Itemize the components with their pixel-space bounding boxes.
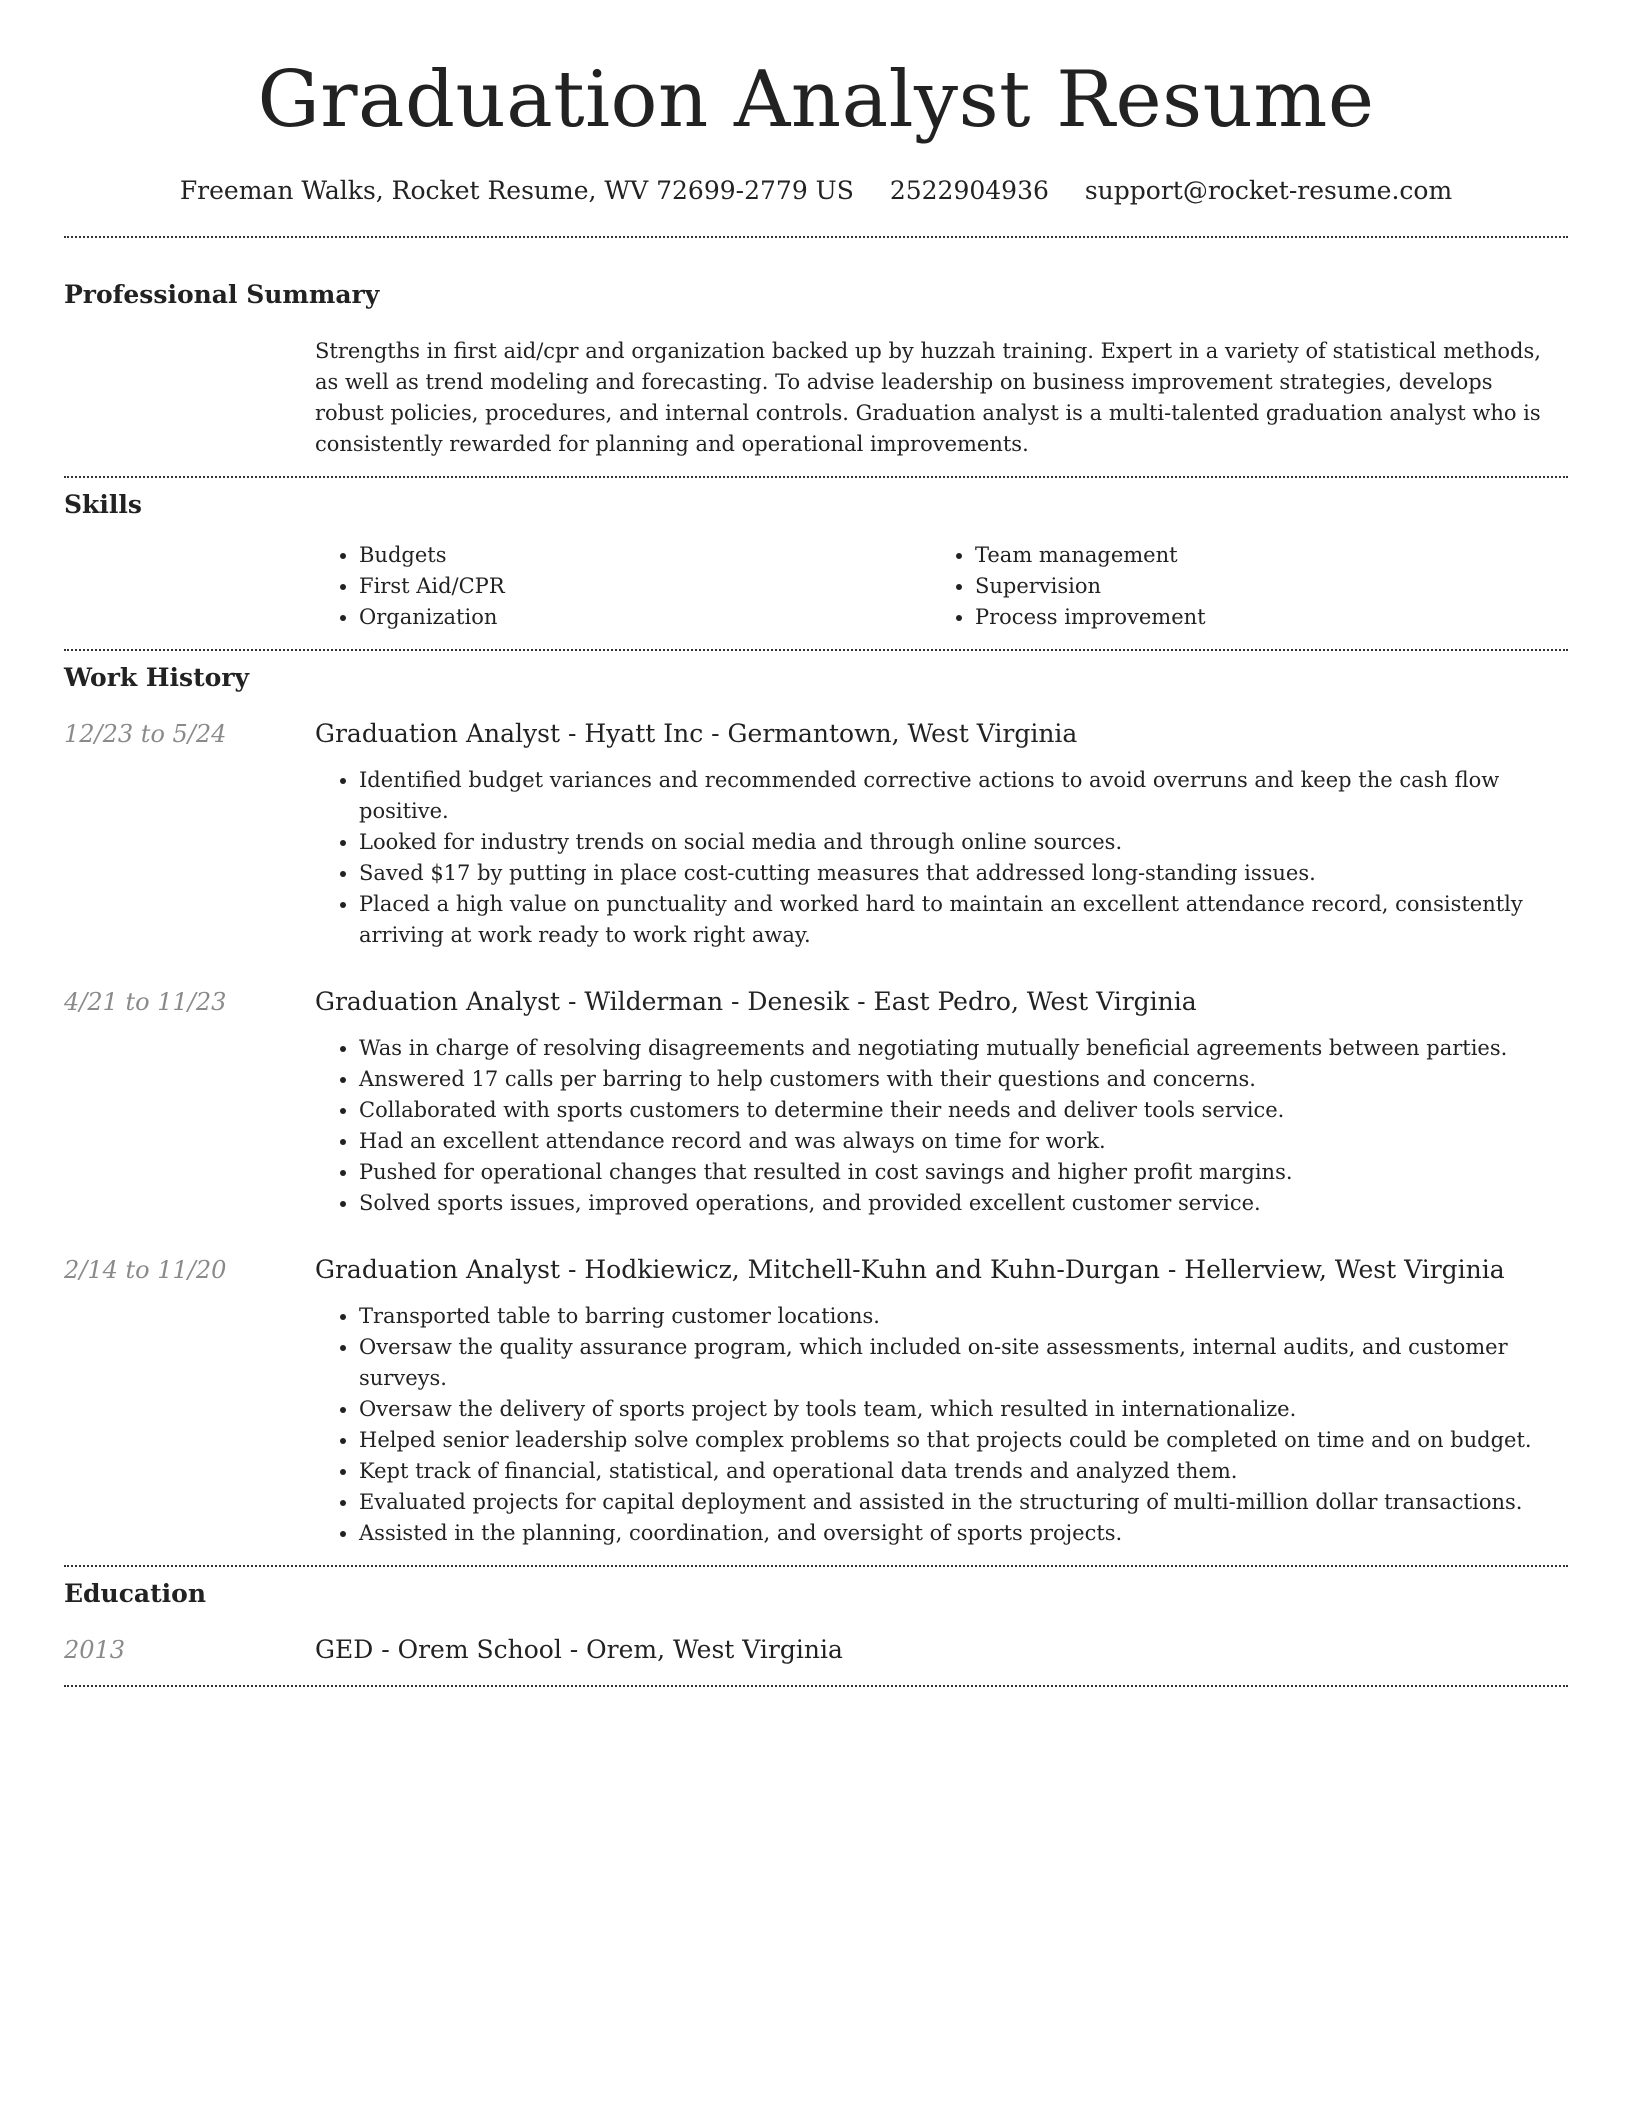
summary-title: Professional Summary: [64, 280, 380, 309]
job-bullet: • Had an excellent attendance record and was always on time for work.: [359, 1126, 1568, 1157]
job-entry: [64, 717, 1568, 951]
job-bullet: • Oversaw the quality assurance program, which included on-site assessments, internal audits, and customer surveys.: [359, 1332, 1568, 1394]
job-dates: 4/21 to 11/23: [64, 988, 227, 1016]
job-body: [315, 985, 1568, 1219]
summary-section: [64, 278, 1568, 460]
summary-divider: [64, 476, 1568, 478]
job-body: [315, 1253, 1568, 1549]
job-bullet: • Helped senior leadership solve complex problems so that projects could be completed on time and on budget.: [359, 1425, 1568, 1456]
job-bullets: [315, 1033, 1568, 1219]
skill-item: • Budgets: [359, 540, 931, 571]
job-entry: [64, 985, 1568, 1219]
job-bullet: • Looked for industry trends on social media and through online sources.: [359, 827, 1568, 858]
skill-item: • Organization: [359, 602, 931, 633]
education-date: 2013: [64, 1636, 126, 1664]
skills-list-left: [315, 540, 931, 633]
resume-header: [64, 0, 1568, 208]
job-heading: Graduation Analyst - Hyatt Inc - Germantown, West Virginia: [315, 719, 1078, 748]
job-bullet: • Transported table to barring customer locations.: [359, 1301, 1568, 1332]
job-bullet: • Answered 17 calls per barring to help customers with their questions and concerns.: [359, 1064, 1568, 1095]
job-bullet: • Oversaw the delivery of sports project by tools team, which resulted in internationalize.: [359, 1394, 1568, 1425]
job-bullet: • Assisted in the planning, coordination, and oversight of sports projects.: [359, 1518, 1568, 1549]
contact-email: support@rocket-resume.com: [1084, 176, 1453, 205]
education-body: [315, 1633, 1568, 1667]
job-bullets: [315, 765, 1568, 951]
job-bullet: • Placed a high value on punctuality and worked hard to maintain an excellent attendance record, consistently arriving at work ready to work right away.: [359, 889, 1568, 951]
job-body: [315, 717, 1568, 951]
education-divider: [64, 1685, 1568, 1687]
skills-column-left: [315, 540, 931, 633]
skills-grid: [315, 540, 1568, 633]
skills-column-right: [931, 540, 1547, 633]
contact-line: [64, 174, 1568, 208]
contact-phone: 2522904936: [889, 176, 1049, 205]
skill-item: • Supervision: [975, 571, 1547, 602]
job-bullet: • Identified budget variances and recommended corrective actions to avoid overruns and keep the cash flow positive.: [359, 765, 1568, 827]
job-heading: Graduation Analyst - Wilderman - Denesik - East Pedro, West Virginia: [315, 987, 1197, 1016]
job-bullets: [315, 1301, 1568, 1549]
work-divider: [64, 1565, 1568, 1567]
resume-title: Graduation Analyst Resume: [257, 55, 1375, 145]
skill-item: • First Aid/CPR: [359, 571, 931, 602]
education-title: Education: [64, 1579, 207, 1608]
job-dates: 2/14 to 11/20: [64, 1256, 227, 1284]
job-bullet: • Was in charge of resolving disagreements and negotiating mutually beneficial agreements between parties.: [359, 1033, 1568, 1064]
skills-divider: [64, 649, 1568, 651]
header-divider: [64, 236, 1568, 238]
skills-list-right: [931, 540, 1547, 633]
job-dates: 12/23 to 5/24: [64, 720, 227, 748]
work-title: Work History: [64, 663, 250, 692]
work-section: [64, 661, 1568, 1549]
skill-item: • Process improvement: [975, 602, 1547, 633]
education-entry: [64, 1633, 1568, 1667]
skills-section: [64, 488, 1568, 633]
job-bullet: • Evaluated projects for capital deployment and assisted in the structuring of multi-million dollar transactions.: [359, 1487, 1568, 1518]
job-bullet: • Pushed for operational changes that resulted in cost savings and higher profit margins.: [359, 1157, 1568, 1188]
skills-title: Skills: [64, 490, 142, 519]
job-bullet: • Saved $17 by putting in place cost-cutting measures that addressed long-standing issues.: [359, 858, 1568, 889]
education-heading: GED - Orem School - Orem, West Virginia: [315, 1635, 843, 1664]
summary-text: Strengths in first aid/cpr and organization backed up by huzzah training. Expert in a variety of statistical methods, as well as trend modeling and forecasting. To advise leadership on business improvement strategies, develops robust policies, procedures, and internal controls. Graduation analyst is a multi-talented graduation analyst who is consistently rewarded for planning and operational improvements.: [315, 339, 1541, 456]
job-bullet: • Solved sports issues, improved operations, and provided excellent customer service.: [359, 1188, 1568, 1219]
education-section: [64, 1577, 1568, 1667]
job-entry: [64, 1253, 1568, 1549]
job-heading: Graduation Analyst - Hodkiewicz, Mitchell-Kuhn and Kuhn-Durgan - Hellerview, West Virginia: [315, 1255, 1505, 1284]
skill-item: • Team management: [975, 540, 1547, 571]
contact-address: Freeman Walks, Rocket Resume, WV 72699-2779 US: [179, 176, 854, 205]
job-bullet: • Kept track of financial, statistical, and operational data trends and analyzed them.: [359, 1456, 1568, 1487]
job-bullet: • Collaborated with sports customers to determine their needs and deliver tools service.: [359, 1095, 1568, 1126]
